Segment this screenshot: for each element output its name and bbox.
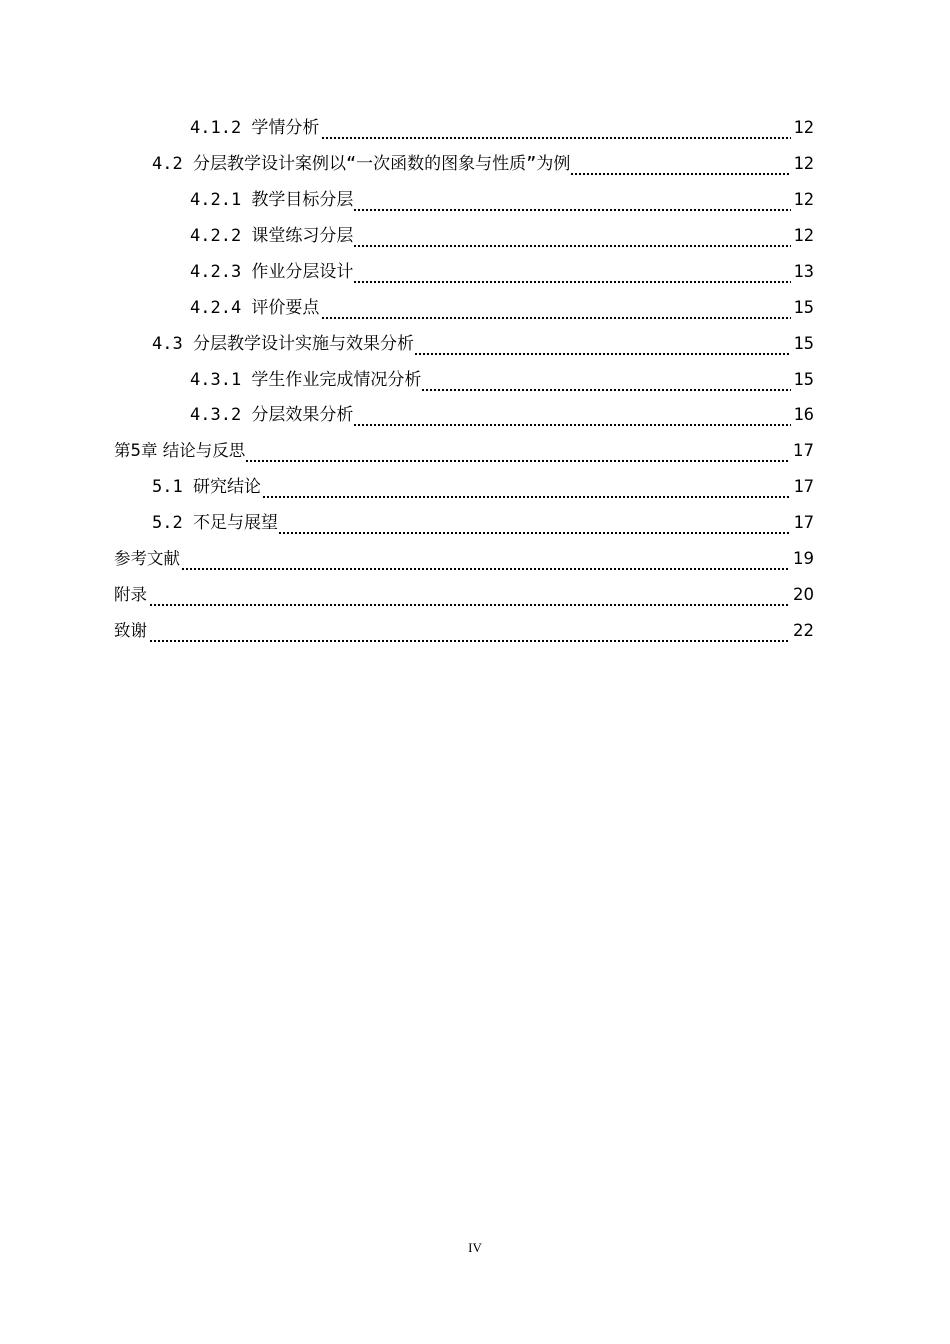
toc-entry-page: 20 (790, 584, 814, 606)
toc-entry-title: 4.2.2 课堂练习分层 (190, 226, 354, 246)
toc-entry-title: 附录 (114, 585, 147, 604)
toc-entry-title: 4.3.2 分层效果分析 (190, 405, 354, 425)
toc-entry-page: 16 (791, 404, 814, 426)
toc-entry (0, 509, 950, 537)
toc-entry (0, 617, 950, 645)
toc-entry (0, 294, 950, 322)
toc-entry-page: 12 (791, 153, 814, 175)
toc-entry-page: 17 (791, 476, 814, 498)
toc-entry (0, 437, 950, 465)
toc-entry-page: 19 (790, 548, 814, 570)
toc-entry-title: 4.2.3 作业分层设计 (190, 262, 354, 282)
toc-entry-page: 15 (791, 333, 814, 355)
toc-entry-title: 致谢 (114, 621, 147, 640)
toc-entry-title: 5.1 研究结论 (152, 477, 261, 497)
toc-entry-page: 12 (791, 117, 814, 139)
toc-entry (0, 258, 950, 286)
toc-entry-page: 12 (791, 189, 814, 211)
toc-entry-page: 17 (791, 512, 814, 534)
toc-entry (0, 222, 950, 250)
toc-leader-dots (114, 546, 812, 570)
toc-entry (0, 401, 950, 429)
toc-entry-title: 参考文献 (114, 549, 180, 568)
toc-entry-page: 15 (791, 369, 814, 391)
toc-entry (0, 150, 950, 178)
toc-entry (0, 581, 950, 609)
toc-entry-page: 12 (791, 225, 814, 247)
toc-entry-title: 4.2 分层教学设计案例以“一次函数的图象与性质”为例 (152, 154, 571, 174)
toc-entry (0, 545, 950, 573)
toc-entry-title: 4.2.4 评价要点 (190, 298, 320, 318)
toc-entry-title: 5.2 不足与展望 (152, 513, 278, 533)
toc-entry-page: 15 (791, 297, 814, 319)
toc-entry-title: 4.3 分层教学设计实施与效果分析 (152, 334, 414, 354)
toc-entry (0, 366, 950, 394)
toc-entry (0, 186, 950, 214)
toc-entry (0, 473, 950, 501)
page-number: IV (468, 1240, 482, 1255)
toc-entry-page: 17 (790, 440, 814, 462)
toc-entry-title: 4.1.2 学情分析 (190, 118, 320, 138)
toc-entry-page: 22 (790, 620, 814, 642)
toc-entry-page: 13 (791, 261, 814, 283)
toc-entry-title: 4.3.1 学生作业完成情况分析 (190, 370, 422, 390)
toc-leader-dots (114, 582, 812, 606)
toc-entry (0, 330, 950, 358)
toc-leader-dots (114, 618, 812, 642)
toc-entry-title: 第5章 结论与反思 (114, 441, 246, 460)
toc-entry-title: 4.2.1 教学目标分层 (190, 190, 354, 210)
toc-entry (0, 114, 950, 142)
